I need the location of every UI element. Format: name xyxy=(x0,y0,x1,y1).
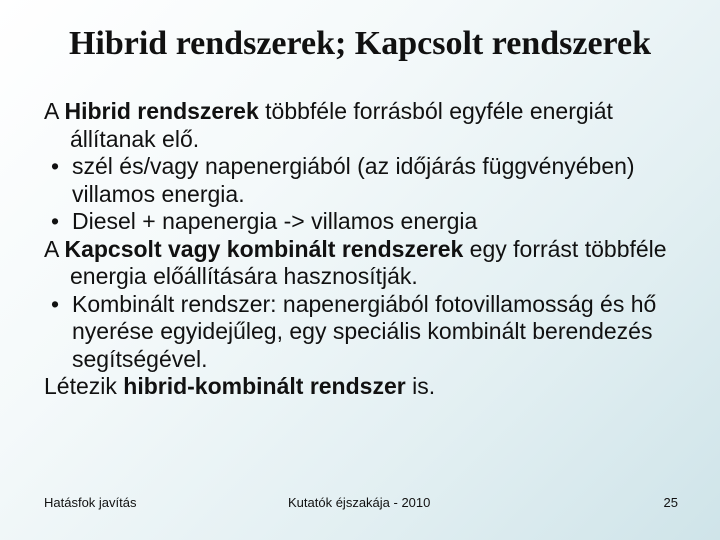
bold-term: Kapcsolt vagy kombinált rendszerek xyxy=(64,235,464,262)
bullet-item xyxy=(44,291,684,374)
bullet-icon: • xyxy=(50,208,60,234)
paragraph-hybrid xyxy=(44,98,684,153)
text-run: is. xyxy=(405,373,436,399)
bullet-item xyxy=(44,208,684,236)
bullet-text: Kombinált rendszer: napenergiából fotovillamosság és hő nyerése egyidejűleg, egy speciális kombinált berendezés segítségével. xyxy=(72,290,657,372)
bullet-text: szél és/vagy napenergiából (az időjárás függvényében) villamos energia. xyxy=(72,153,635,207)
slide-body xyxy=(44,98,684,401)
bullet-item xyxy=(44,153,684,208)
text-run: többféle forrásból egyféle energiát állítanak elő. xyxy=(70,98,613,152)
bullet-icon: • xyxy=(50,290,60,317)
bold-term: hibrid-kombinált rendszer xyxy=(123,373,406,399)
footer-center: Kutatók éjszakája - 2010 xyxy=(288,495,431,510)
bullet-icon: • xyxy=(50,153,60,179)
page-number: 25 xyxy=(663,495,678,510)
bold-term: Hibrid rendszerek xyxy=(64,98,259,124)
text-run: A xyxy=(44,98,65,124)
footer-left: Hatásfok javítás xyxy=(44,495,137,510)
text-run: A xyxy=(44,235,65,262)
paragraph-hybrid-combined xyxy=(44,373,684,401)
paragraph-combined xyxy=(44,236,684,291)
text-run: egy forrást többféle energia előállítására hasznosítják. xyxy=(70,235,667,289)
bullet-text: Diesel + napenergia -> villamos energia xyxy=(72,208,478,234)
slide-title: Hibrid rendszerek; Kapcsolt rendszerek xyxy=(68,25,652,62)
text-run: Létezik xyxy=(44,373,124,399)
